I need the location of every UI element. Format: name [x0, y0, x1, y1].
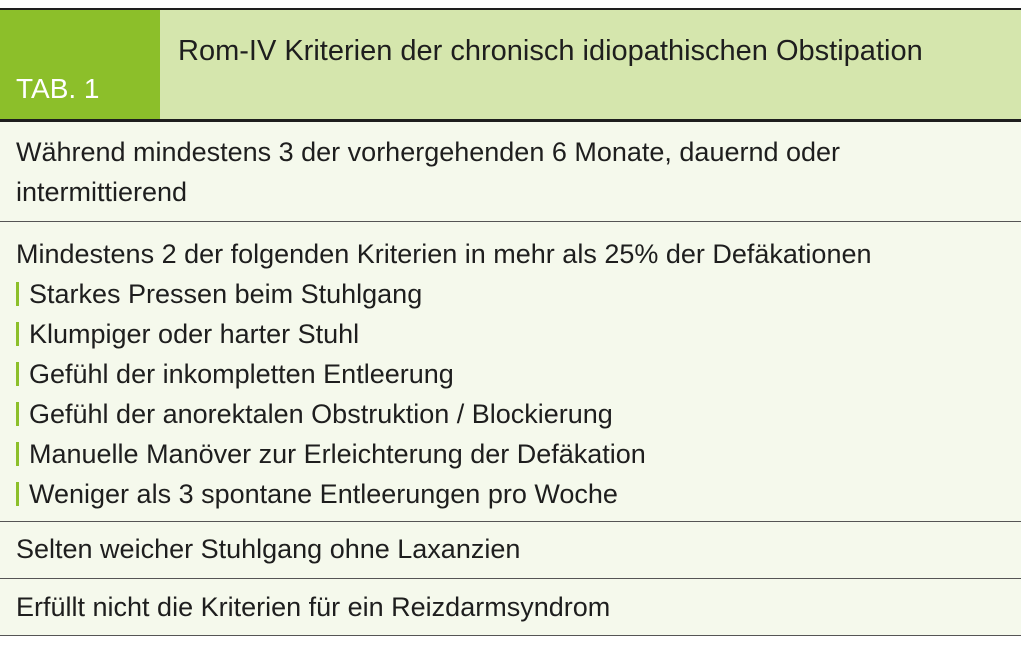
table-row — [0, 522, 1021, 579]
list-item-label: Gefühl der inkompletten Entleerung — [29, 359, 454, 389]
row-text: Während mindestens 3 der vorhergehenden 6 Monate, dauernd oder intermittierend — [16, 137, 841, 207]
criteria-list — [16, 274, 1005, 514]
bullet-bar-icon — [16, 402, 19, 426]
list-item — [16, 274, 1005, 314]
table-row — [0, 122, 1021, 222]
list-item-label: Klumpiger oder harter Stuhl — [29, 319, 360, 349]
row-text: Mindestens 2 der folgenden Kriterien in mehr als 25% der Defäkationen — [16, 239, 872, 269]
list-item — [16, 394, 1005, 434]
table-row — [0, 579, 1021, 636]
bullet-bar-icon — [16, 482, 19, 506]
list-item — [16, 434, 1005, 474]
list-item-label: Manuelle Manöver zur Erleichterung der Defäkation — [29, 439, 646, 469]
table-header — [0, 10, 1021, 122]
list-item-label: Weniger als 3 spontane Entleerungen pro Woche — [29, 479, 618, 509]
table-row — [0, 222, 1021, 522]
bullet-bar-icon — [16, 442, 19, 466]
row-text: Erfüllt nicht die Kriterien für ein Reizdarmsyndrom — [16, 592, 611, 622]
list-item-label: Starkes Pressen beim Stuhlgang — [29, 279, 423, 309]
criteria-table — [0, 8, 1021, 636]
table-title: Rom-IV Kriterien der chronisch idiopathischen Obstipation — [160, 10, 1021, 119]
bullet-bar-icon — [16, 322, 19, 346]
bullet-bar-icon — [16, 282, 19, 306]
row-text: Selten weicher Stuhlgang ohne Laxanzien — [16, 534, 521, 564]
bullet-bar-icon — [16, 362, 19, 386]
list-item — [16, 354, 1005, 394]
list-item — [16, 314, 1005, 354]
list-item-label: Gefühl der anorektalen Obstruktion / Blockierung — [29, 399, 613, 429]
table-number-label: TAB. 1 — [0, 10, 160, 119]
list-item — [16, 474, 1005, 514]
